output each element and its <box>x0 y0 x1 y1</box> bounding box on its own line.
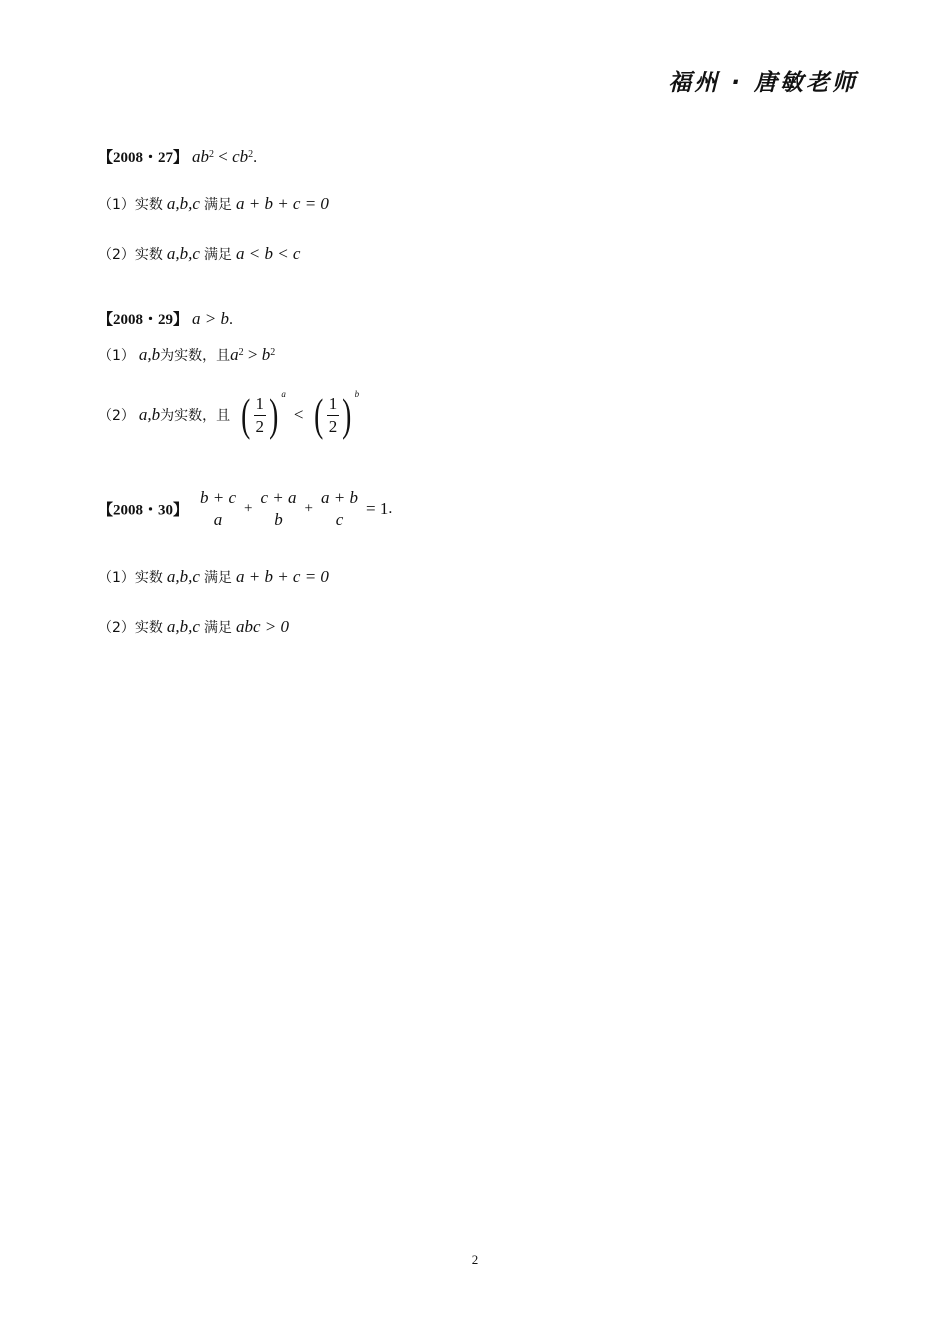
fraction <box>327 393 340 438</box>
condition-expr: abc > 0 <box>235 617 289 636</box>
condition-verb: 满足 <box>203 570 232 586</box>
problem-tag: 【2008・27】 <box>98 150 189 166</box>
condition-text: 实数 <box>134 197 163 213</box>
problem-29-statement <box>98 308 233 329</box>
exponent: 2 <box>238 347 244 358</box>
numerator: c + a <box>260 488 297 507</box>
condition-vars: a,b,c <box>166 567 200 586</box>
condition-expr: a < b < c <box>235 244 301 263</box>
fraction <box>198 487 238 531</box>
paren-right: ) <box>342 389 352 440</box>
fraction <box>254 393 267 438</box>
paren-left: ( <box>314 389 324 440</box>
condition-expr: a + b + c = 0 <box>235 194 329 213</box>
condition-2 <box>98 388 363 440</box>
condition-1 <box>98 194 329 214</box>
problem-30-statement <box>98 487 392 531</box>
period: . <box>253 149 258 166</box>
numerator: a + b <box>321 488 358 507</box>
condition-2 <box>98 617 289 637</box>
paren-left: ( <box>241 389 251 440</box>
problem-27-statement <box>98 146 257 167</box>
operator: < <box>293 405 304 424</box>
period: . <box>388 500 393 517</box>
denominator: 2 <box>255 416 264 436</box>
problem-tag: 【2008・30】 <box>98 502 189 519</box>
condition-label: （1） <box>98 348 135 364</box>
author-header: 福州 · 唐敏老师 <box>668 70 858 96</box>
condition-label: （1） <box>98 570 135 586</box>
condition-vars: a,b <box>138 405 161 424</box>
expr-part: a <box>230 345 239 364</box>
problem-tag: 【2008・29】 <box>98 312 189 328</box>
exponent: 2 <box>209 149 215 160</box>
equals: = 1 <box>366 499 389 518</box>
condition-text: 为实数，且 <box>160 348 231 364</box>
fraction <box>259 487 299 531</box>
period: . <box>229 311 233 328</box>
operator: + <box>244 500 253 517</box>
condition-text: 实数 <box>134 570 163 586</box>
numerator: 1 <box>254 393 267 416</box>
condition-vars: a,b,c <box>166 244 200 263</box>
denominator: a <box>213 510 223 529</box>
condition-text: 为实数，且 <box>160 408 231 424</box>
exponent: b <box>354 388 360 399</box>
condition-vars: a,b,c <box>166 617 200 636</box>
expr-part: cb <box>232 147 249 166</box>
power-half-a <box>238 388 286 440</box>
page-number: 2 <box>471 1252 479 1267</box>
condition-verb: 满足 <box>203 197 232 213</box>
expr-part: ab <box>192 147 210 166</box>
exponent: 2 <box>248 149 254 160</box>
exponent: 2 <box>270 347 276 358</box>
numerator: 1 <box>327 393 340 416</box>
condition-vars: a,b,c <box>166 194 200 213</box>
condition-vars: a,b <box>138 345 161 364</box>
statement-expr: a > b <box>192 309 229 328</box>
condition-expr: a + b + c = 0 <box>235 567 329 586</box>
exponent: a <box>281 388 286 399</box>
fraction <box>319 487 360 531</box>
paren-right: ) <box>269 389 279 440</box>
condition-1 <box>98 567 329 587</box>
condition-label: （2） <box>98 408 135 424</box>
condition-label: （2） <box>98 247 135 263</box>
condition-verb: 满足 <box>203 247 232 263</box>
operator: < <box>214 147 233 166</box>
condition-verb: 满足 <box>203 620 232 636</box>
denominator: c <box>335 510 344 529</box>
condition-label: （2） <box>98 620 135 636</box>
condition-text: 实数 <box>134 247 163 263</box>
denominator: b <box>274 510 283 529</box>
condition-1 <box>98 345 275 365</box>
condition-label: （1） <box>98 197 135 213</box>
expr-part: b <box>261 345 271 364</box>
condition-text: 实数 <box>134 620 163 636</box>
operator: > <box>243 345 262 364</box>
denominator: 2 <box>328 416 338 436</box>
power-half-b <box>311 388 360 440</box>
operator: + <box>304 500 314 517</box>
condition-2 <box>98 244 300 264</box>
numerator: b + c <box>200 488 237 507</box>
